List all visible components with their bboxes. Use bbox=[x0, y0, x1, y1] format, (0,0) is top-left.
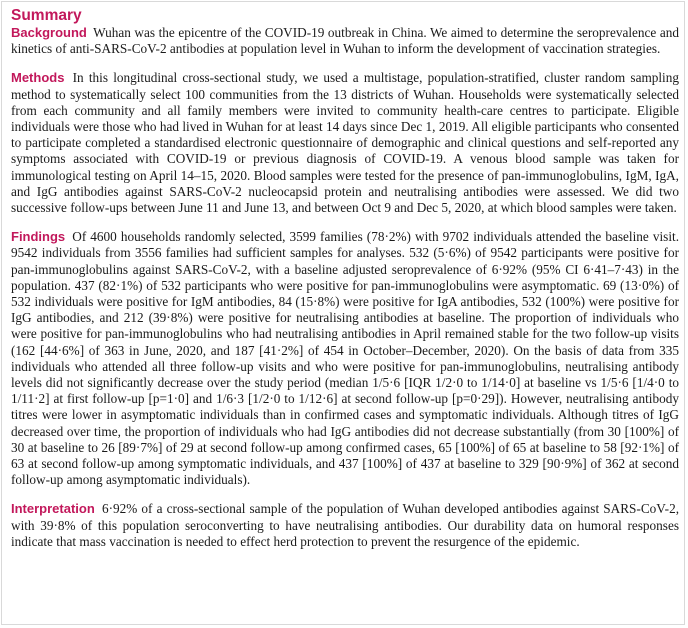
interpretation-text: 6·92% of a cross-sectional sample of the population of Wuhan developed antibodies against SARS-CoV-2, with 39·8% of this population seroconverting to have neutralising antibodies. Our durability data on humoral responses indicate that mass vaccination is needed to effect herd protection to prevent the resurgence of the epidemic. bbox=[11, 501, 680, 549]
interpretation-section bbox=[11, 501, 679, 550]
interpretation-label: Interpretation bbox=[11, 501, 95, 517]
methods-section bbox=[11, 70, 679, 216]
findings-label: Findings bbox=[11, 229, 66, 245]
summary-panel bbox=[1, 1, 685, 625]
background-label: Background bbox=[11, 25, 87, 40]
summary-title: Summary bbox=[11, 7, 82, 24]
methods-label: Methods bbox=[11, 70, 65, 86]
findings-text: Of 4600 households randomly selected, 3599 families (78·2%) with 9702 individuals attended the baseline visit. 9542 individuals from 3556 families had sufficient samples for analyses. 532 (5·6%) of 9542 participants were positive for pan-immunoglobulins against SARS-CoV-2, with a baseline adjusted seroprevalence of 6·92% (95% CI 6·41–7·43) in the population. 437 (82·1%) of 532 participants who were positive for pan-immunoglobulins were asymptomatic. 69 (13·0%) of 532 individuals were positive for IgM antibodies, 84 (15·8%) were positive for IgA antibodies, 532 (100%) were positive for IgG antibodies, and 212 (39·8%) were positive for neutralising antibodies at baseline. The proportion of individuals who were positive for pan-immunoglobulins who had neutralising antibodies in April remained stable for the two follow-up visits (162 [44·6%] of 363 in June, 2020, and 187 [41·2%] of 454 in October–December, 2020). On the basis of data from 335 individuals who attended all three follow-up visits and who were positive for pan-immunoglobulins, neutralising antibody levels did not significantly decrease over the study period (median 1/5·6 [IQR 1/2·0 to 1/14·0] at baseline vs 1/5·6 [1/4·0 to 1/11·2] at first follow-up [p=1·0] and 1/6·3 [1/2·0 to 1/12·6] at second follow-up [p=0·29]). However, neutralising antibody titres were lower in asymptomatic individuals than in confirmed cases and symptomatic individuals. Although titres of IgG decreased over time, the proportion of individuals who had IgG antibodies did not decrease substantially (from 30 [100%] of 30 at baseline to 26 [89·7%] of 29 at second follow-up among confirmed cases, 65 [100%] of 65 at baseline to 58 [92·1%] of 63 at second follow-up among symptomatic individuals, and 437 [100%] of 437 at baseline to 329 [90·9%] of 362 at second follow-up among asymptomatic individuals). bbox=[11, 229, 680, 488]
methods-text: In this longitudinal cross-sectional study, we used a multistage, population-stratified, cluster random sampling method to systematically select 100 communities from the 13 districts of Wuhan. Households were systematically selected from each community and all family members were invited to community health-care centres to participate. Eligible individuals were those who had lived in Wuhan for at least 14 days since Dec 1, 2019. All eligible participants who consented to participate completed a standardised electronic questionnaire of demographic and clinical questions and self-reported any symptoms associated with COVID-19 or previous diagnosis of COVID-19. A venous blood sample was taken for immunological testing on April 14–15, 2020. Blood samples were tested for the presence of pan-immunoglobulins, IgM, IgA, and IgG antibodies against SARS-CoV-2 nucleocapsid protein and neutralising antibodies were assessed. We did two successive follow-ups between June 11 and June 13, and between Oct 9 and Dec 5, 2020, at which blood samples were taken. bbox=[11, 70, 679, 216]
findings-section bbox=[11, 229, 679, 488]
background-text: Wuhan was the epicentre of the COVID-19 outbreak in China. We aimed to determine the seroprevalence and kinetics of anti-SARS-CoV-2 antibodies at population level in Wuhan to inform the development of vaccination strategies. bbox=[11, 25, 679, 57]
background-section bbox=[11, 25, 679, 57]
summary-content bbox=[11, 7, 679, 550]
